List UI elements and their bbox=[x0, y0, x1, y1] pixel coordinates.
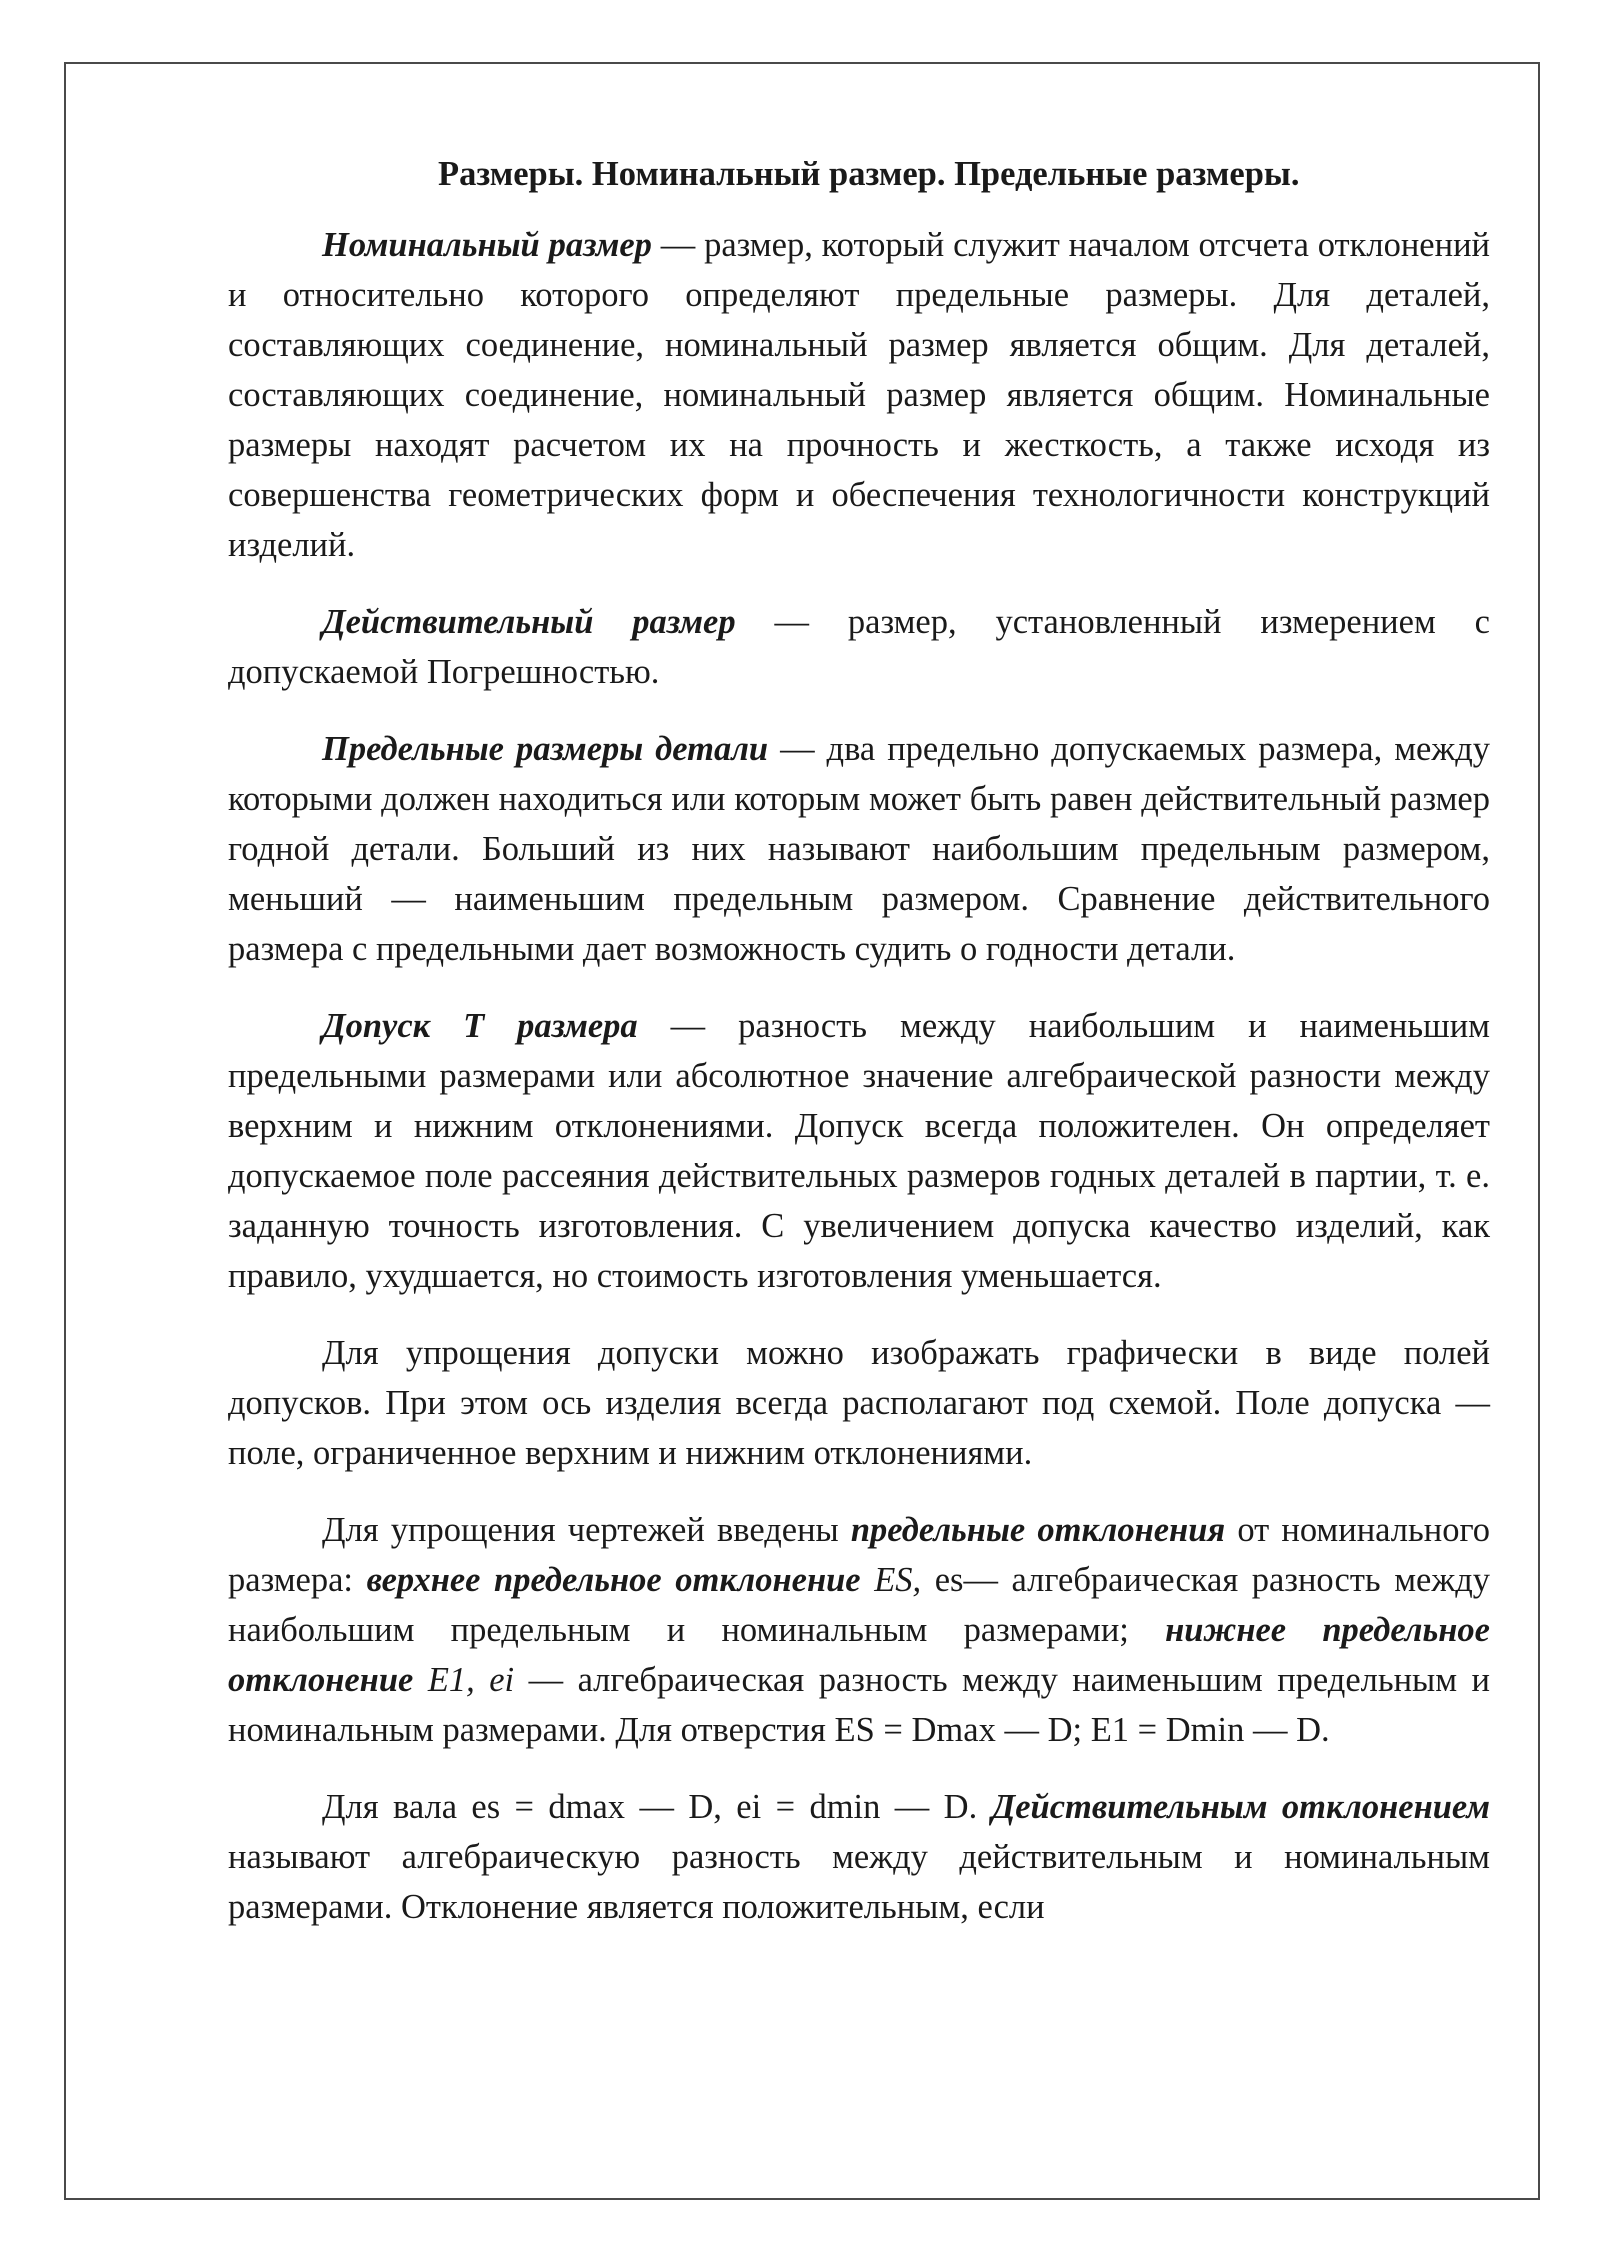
paragraph-text: — два предельно допускаемых размера, между которыми должен находиться или которым может быть равен действительный размер годной детали. Больший из них называют наибольшим предельным размером, меньший — наименьшим предельным размером. Сравнение действительного размера с предельными дает возможность судить о годности детали. bbox=[228, 730, 1490, 968]
paragraph-text bbox=[861, 1561, 875, 1599]
paragraph-text bbox=[475, 1661, 489, 1699]
paragraph-text: — разность между наибольшим и наименьшим предельными размерами или абсолютное значение алгебраической разности между верхним и нижним отклонениями. Допуск всегда положителен. Он определяет допускаемое поле рассеяния действительных размеров годных деталей в партии, т. е. заданную точность изготовления. С увеличением допуска качество изделий, как правило, ухудшается, но стоимость изготовления уменьшается. bbox=[228, 1007, 1490, 1295]
paragraph-actual-size bbox=[228, 597, 1490, 697]
term-tolerance: Допуск Т размера bbox=[322, 1007, 638, 1045]
paragraph-text: — размер, установленный измерением с допускаемой Погрешностью. bbox=[228, 603, 1490, 691]
paragraph-nominal-size bbox=[228, 220, 1490, 570]
term-actual-size: Действительный размер bbox=[322, 603, 736, 641]
paragraph-text: Для упрощения чертежей введены bbox=[322, 1511, 851, 1549]
term-lower-deviation: нижнее предельное отклонение bbox=[228, 1611, 1490, 1699]
term-limit-deviations: предельные отклонения bbox=[850, 1511, 1226, 1549]
symbol-es: ES, bbox=[874, 1561, 922, 1599]
term-upper-deviation: верхнее предельное отклонение bbox=[366, 1561, 861, 1599]
paragraph-text: es— алгебраическая разность между наибольшим предельным и номинальным размерами; bbox=[228, 1561, 1491, 1649]
paragraph-limit-sizes bbox=[228, 724, 1490, 974]
term-limit-sizes: Предельные размеры детали bbox=[322, 730, 769, 768]
symbol-ei: ei bbox=[489, 1661, 515, 1699]
term-actual-deviation: Действительным отклонением bbox=[991, 1788, 1491, 1826]
paragraph-text bbox=[413, 1661, 427, 1699]
paragraph-text: — алгебраическая разность между наименьшим предельным и номинальным размерами. Для отверстия ES = Dmax — D; E1 = Dmin — D. bbox=[228, 1661, 1490, 1749]
paragraph-tolerance bbox=[228, 1001, 1490, 1301]
paragraph-shaft-deviation bbox=[228, 1782, 1490, 1932]
paragraph-text: от номинального размера: bbox=[228, 1511, 1490, 1599]
document-body bbox=[228, 148, 1490, 1959]
paragraph-limit-deviations bbox=[228, 1505, 1490, 1755]
symbol-e1: E1, bbox=[427, 1661, 475, 1699]
term-nominal-size: Номинальный размер bbox=[322, 226, 652, 264]
paragraph-text: Для вала es = dmax — D, ei = dmin — D. bbox=[322, 1788, 992, 1826]
paragraph-tolerance-fields bbox=[228, 1328, 1490, 1478]
paragraph-text: — размер, который служит началом отсчета отклонений и относительно которого определяют предельные размеры. Для деталей, составляющих соединение, номинальный размер является общим. Для деталей, составляющих соединение, номинальный размер является общим. Номинальные размеры находят расчетом их на прочность и жесткость, а также исходя из совершенства геометрических форм и обеспечения технологичности конструкций изделий. bbox=[228, 226, 1491, 564]
page-title: Размеры. Номинальный размер. Предельные размеры. bbox=[438, 155, 1300, 193]
paragraph-text: Для упрощения допуски можно изображать графически в виде полей допусков. При этом ось изделия всегда располагают под схемой. Поле допуска — поле, ограниченное верхним и нижним отклонениями. bbox=[228, 1334, 1490, 1472]
paragraph-text: называют алгебраическую разность между действительным и номинальным размерами. Отклонение является положительным, если bbox=[228, 1838, 1490, 1926]
